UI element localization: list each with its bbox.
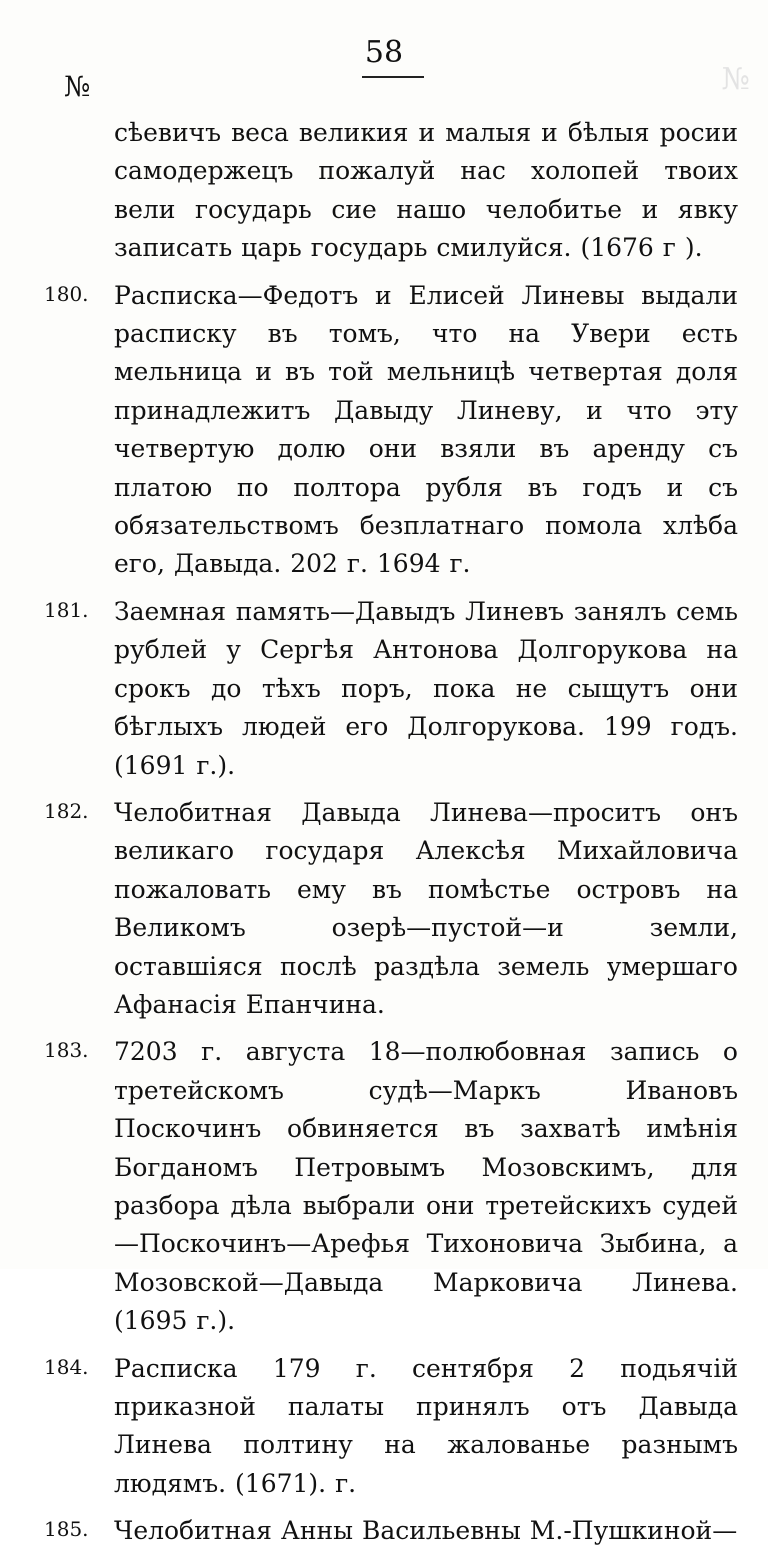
entry-text: Заемная память—Давыдъ Линевъ занялъ семь рублей у Сергѣя Антонова Долгорукова на срокъ до тѣхъ поръ, пока не сыщутъ они бѣглыхъ людей его Долгорукова. 199 годъ. (1691 г.).: [114, 596, 738, 780]
entry-number: 184.: [44, 1354, 89, 1379]
entry-number: 182.: [44, 798, 89, 823]
entry-text: сѣевичъ веса великия и малыя и бѣлыя росии самодержецъ пожалуй нас холопей твоих вели государь сие нашо челобитье и явку записать царь государь смилуйся. (1676 г ).: [114, 118, 738, 263]
entry-text: 7203 г. августа 18—полюбовная запись о третейскомъ судѣ—Маркъ Ивановъ Поскочинъ обвиняется въ захватѣ имѣнiя Богданомъ Петровымъ Мозовскимъ, для разбора дѣла выбрали они третейскихъ судей—Поскочинъ—Арефья Тихоновича Зыбина, а Мозовской—Давыда Марковича Линева. (1695 г.).: [114, 1037, 738, 1336]
entry-number: 185.: [44, 1517, 89, 1542]
entry-number: 181.: [44, 597, 89, 622]
entry-184: [44, 1350, 738, 1504]
page-number: 58: [364, 35, 404, 70]
entry-181: [44, 593, 738, 785]
entry-continuation: [44, 114, 738, 268]
entry-text: Челобитная Давыда Линева—проситъ онъ великаго государя Алексѣя Михайловича пожаловать ему въ помѣстье островъ на Великомъ озерѣ—пустой—и земли, оставшiяся послѣ раздѣла земель умершаго Афанасiя Епанчина.: [114, 797, 738, 1019]
entry-list: [44, 114, 738, 1560]
entry-182: [44, 794, 738, 1024]
entry-185: [44, 1512, 738, 1550]
page-number-underline: [362, 76, 424, 78]
bleed-through-mark: №: [721, 62, 750, 97]
entry-text: Расписка—Федотъ и Елисей Линевы выдали расписку въ томъ, что на Увери есть мельница и въ той мельницѣ четвертая доля принадлежитъ Давыду Линеву, и что эту четвертую долю они взяли въ аренду съ платою по полтора рубля въ годъ и съ обязательствомъ безплатнаго помола хлѣба его, Давыда. 202 г. 1694 г.: [114, 280, 738, 579]
numero-sign: №: [64, 70, 91, 103]
entry-183: [44, 1033, 738, 1340]
entry-number: 183.: [44, 1038, 89, 1063]
entry-text: Челобитная Анны Васильевны М.-Пушкиной—: [114, 1516, 738, 1546]
entry-text: Расписка 179 г. сентября 2 подьячiй приказной палаты принялъ отъ Давыда Линева полтину на жалованье разнымъ людямъ. (1671). г.: [114, 1353, 738, 1498]
entry-number: 180.: [44, 281, 89, 306]
entry-180: [44, 277, 738, 584]
